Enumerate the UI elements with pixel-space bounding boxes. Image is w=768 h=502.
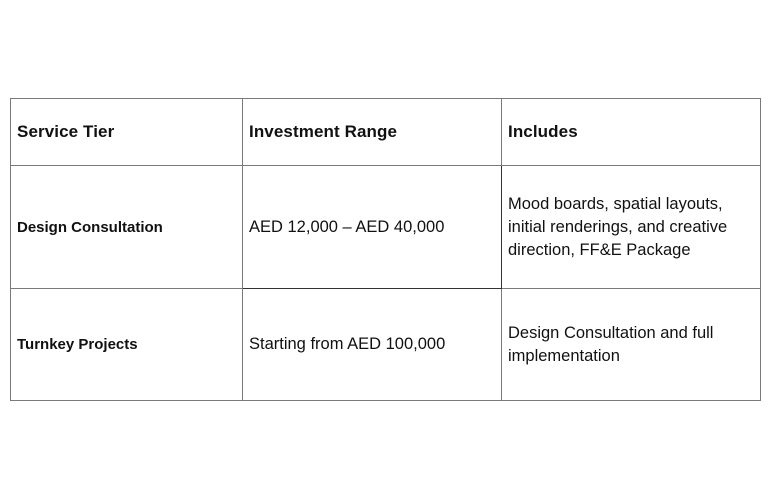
table-row bbox=[11, 166, 761, 289]
service-pricing-table bbox=[10, 98, 761, 401]
header-investment-range: Investment Range bbox=[243, 99, 502, 166]
header-includes: Includes bbox=[502, 99, 761, 166]
header-service-tier: Service Tier bbox=[11, 99, 243, 166]
investment-range-cell: Starting from AED 100,000 bbox=[243, 289, 502, 401]
service-tier-cell: Design Consultation bbox=[11, 166, 243, 289]
table-row bbox=[11, 289, 761, 401]
service-tier-cell: Turnkey Projects bbox=[11, 289, 243, 401]
includes-cell: Design Consultation and full implementation bbox=[502, 289, 761, 401]
table-header-row bbox=[11, 99, 761, 166]
includes-cell: Mood boards, spatial layouts, initial renderings, and creative direction, FF&E Package bbox=[502, 166, 761, 289]
investment-range-cell: AED 12,000 – AED 40,000 bbox=[243, 166, 502, 289]
